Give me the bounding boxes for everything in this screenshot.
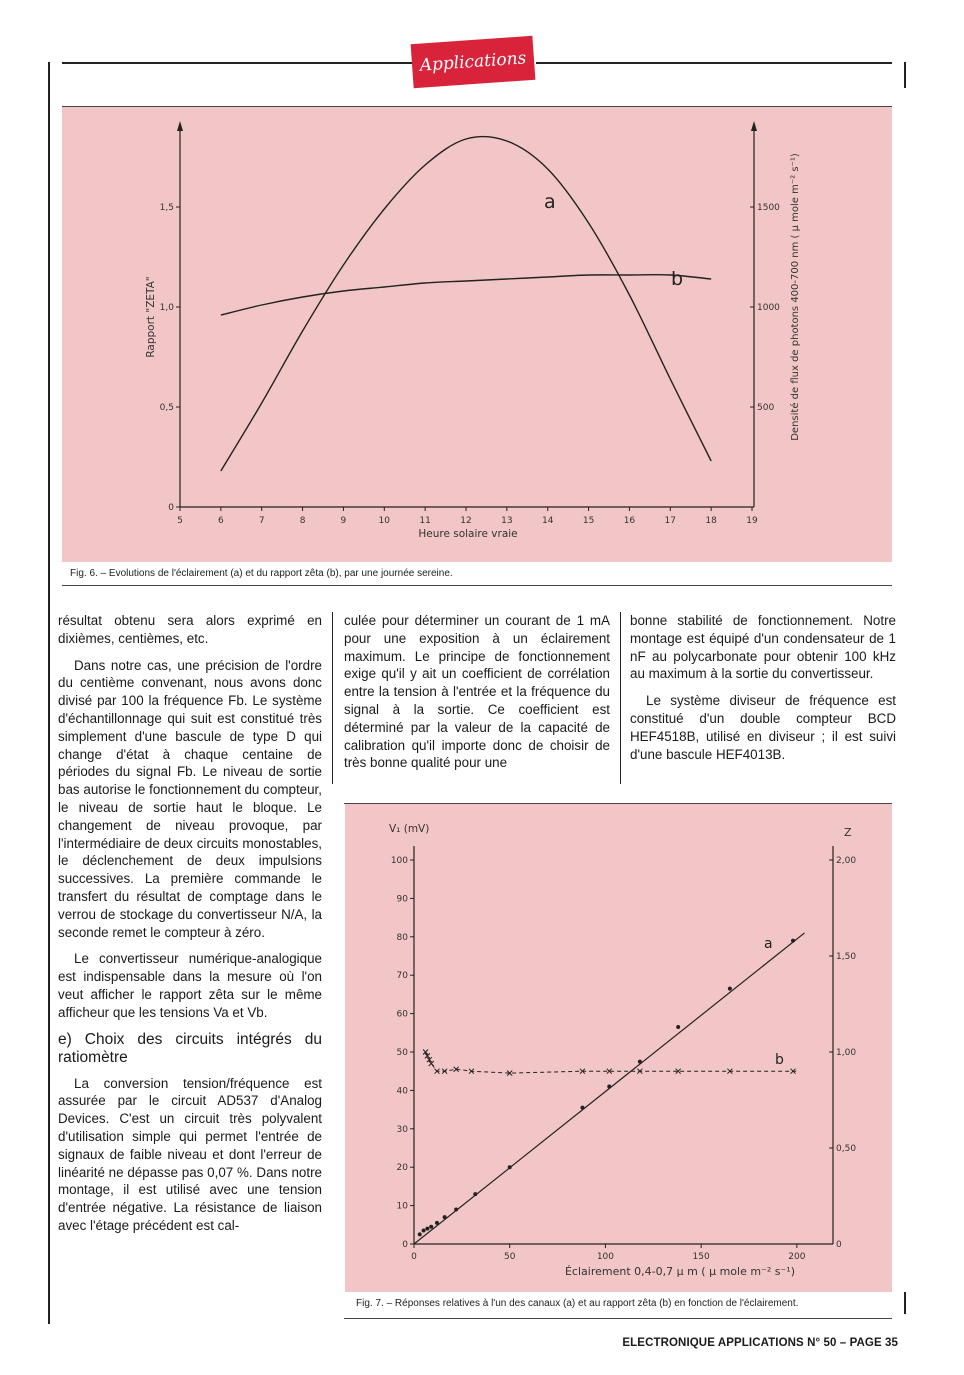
series-a-point (508, 1165, 512, 1169)
x-tick-label: 8 (299, 516, 306, 526)
figure7-caption: Fig. 7. – Réponses relatives à l'un des canaux (a) et au rapport zêta (b) en fonction de l'éclairement. (356, 1298, 799, 1309)
column-divider-1 (332, 612, 333, 784)
paragraph: résultat obtenu sera alors exprimé en dixièmes, centièmes, etc. (58, 613, 322, 646)
series-b-line (221, 275, 711, 315)
left-page-rule (48, 62, 50, 1324)
x-axis-label: Heure solaire vraie (418, 528, 518, 540)
paragraph: bonne stabilité de fonctionnement. Notre montage est équipé d'un condensateur de 1 nF au polycarbonate pour obtenir 100 kHz au maximum à la sortie du convertisseur. (630, 613, 896, 682)
x-tick-label: 19 (746, 516, 758, 526)
y-left-tick-label: 20 (396, 1163, 408, 1174)
section-heading: e) Choix des circuits intégrés du ratiomètre (58, 1030, 322, 1066)
paragraph: culée pour déterminer un courant de 1 mA pour une exposition à un éclairement maximum. Le principe de fonctionnement exige qu'il y ait un coefficient de corrélation entre la tension à l'entrée et la fréquence du signal à la sortie. Ce coefficient est déterminé par la valeur de la capacité de calibration qu'il importe donc de choisir de très bonne qualité pour une (344, 613, 610, 771)
x-tick-label: 16 (623, 516, 636, 526)
y-right-tick-label: 1,50 (836, 952, 857, 962)
series-a-point (607, 1085, 611, 1089)
x-tick-label: 5 (177, 516, 183, 526)
series-b-label: b (671, 268, 684, 290)
series-a-label: a (544, 191, 556, 213)
section-badge: Applications (411, 36, 536, 88)
y-left-tick-label: 0 (168, 503, 174, 513)
series-a-point (791, 939, 795, 943)
text-column-2 (344, 612, 610, 781)
x-tick-label: 7 (258, 516, 265, 526)
series-a-point (425, 1227, 429, 1231)
column-divider-2 (620, 612, 621, 784)
x-tick-label: 17 (664, 516, 677, 526)
text-column-1 (58, 612, 322, 1244)
paragraph: La conversion tension/fréquence est assurée par le circuit AD537 d'Analog Devices. C'est un circuit très polyvalent d'utilisation simple qui permet l'entrée de signaux de faible niveau et dont l'erreur de linéarité ne dépasse pas 0,07 %. Dans notre montage, il est utilisé avec une tension d'entrée négative. La résistance de liaison avec l'étage précédent est cal- (58, 1075, 322, 1233)
x-tick-label: 200 (788, 1252, 806, 1262)
figure6-chart (62, 107, 892, 562)
series-a-point (676, 1025, 680, 1029)
y-left-tick-label: 0 (402, 1240, 408, 1250)
x-tick-label: 100 (596, 1252, 615, 1262)
x-tick-label: 14 (541, 516, 554, 526)
series-a-point (435, 1221, 439, 1225)
y-right-tick-label: 0,50 (836, 1144, 857, 1154)
paragraph: Le convertisseur numérique-analogique est indispensable dans la mesure où l'on veut afficher le rapport zêta sur le même afficheur que les tensions Va et Vb. (58, 951, 322, 1020)
x-tick-label: 15 (582, 516, 595, 526)
x-tick-label: 10 (378, 516, 391, 526)
x-tick-label: 0 (411, 1252, 417, 1262)
y-left-tick-label: 40 (396, 1086, 408, 1097)
y-left-tick-label: 90 (396, 894, 408, 905)
figure7-chart (345, 804, 892, 1292)
y-left-tick-label: 30 (396, 1124, 408, 1135)
left-axis-arrow (177, 121, 183, 131)
y-left-axis-label: V₁ (mV) (389, 823, 430, 835)
figure6-caption: Fig. 6. – Evolutions de l'éclairement (a) et du rapport zêta (b), par une journée sereine. (70, 568, 453, 579)
y-left-axis-label: Rapport "ZETA" (145, 276, 157, 358)
y-right-tick-label: 2,00 (836, 856, 857, 866)
figure6-bottom-rule (62, 585, 892, 586)
paragraph: Dans notre cas, une précision de l'ordre du centième convenant, nous avons donc divisé par 100 la fréquence Fb. Le système d'échantillonnage qui suit est constitué très simplement d'une bascule de type D qui change d'état à chaque centaine de périodes du signal Fb. Le niveau de sortie bas autorise le fonctionnement du compteur, le niveau de sortie haut le bloque. Le changement de niveau provoque, par l'intermédiaire de deux circuits monostables, le déclenchement de deux impulsions successives. La première commande le transfert du résultat de comptage dans le verrou de stockage du convertisseur N/A, la seconde remet le compteur à zéro. (58, 657, 322, 940)
y-left-tick-label: 0,5 (159, 403, 174, 413)
paragraph: Le système diviseur de fréquence est constitué d'un double compteur BCD HEF4518B, utilisé en diviseur ; il est suivi d'une bascule HEF4013B. (630, 693, 896, 762)
series-a-point (580, 1106, 584, 1110)
header-rule-left (62, 62, 412, 64)
y-left-tick-label: 60 (396, 1009, 408, 1020)
y-right-tick-label: 0 (836, 1240, 842, 1250)
series-a-point (443, 1215, 447, 1219)
series-a-point (429, 1225, 433, 1229)
y-left-tick-label: 1,5 (159, 203, 174, 213)
y-left-tick-label: 1,0 (159, 303, 174, 313)
series-a-point (473, 1192, 477, 1196)
y-right-tick-label: 1000 (757, 303, 780, 313)
y-right-axis-label: Z (844, 826, 852, 839)
series-a-point (728, 987, 732, 991)
y-left-tick-label: 80 (396, 932, 408, 943)
text-column-3 (630, 612, 896, 772)
series-a-point (638, 1060, 642, 1064)
x-tick-label: 13 (501, 516, 513, 526)
series-b-label: b (775, 1052, 784, 1068)
series-a-line (221, 137, 711, 471)
series-a-point (418, 1232, 422, 1236)
y-left-tick-label: 50 (396, 1048, 408, 1058)
x-tick-label: 6 (217, 516, 224, 526)
y-left-tick-label: 10 (396, 1201, 408, 1212)
right-page-rule (904, 62, 906, 88)
y-right-tick-label: 1,00 (836, 1048, 857, 1058)
page-footer: ELECTRONIQUE APPLICATIONS N° 50 – PAGE 35 (622, 1337, 898, 1349)
y-left-tick-label: 70 (396, 971, 408, 982)
x-tick-label: 50 (503, 1252, 516, 1262)
y-right-tick-label: 500 (757, 403, 775, 413)
series-a-label: a (764, 936, 773, 952)
x-axis-label: Éclairement 0,4-0,7 µ m ( µ mole m⁻² s⁻¹) (564, 1265, 796, 1278)
y-left-tick-label: 100 (390, 856, 408, 866)
x-tick-label: 150 (692, 1252, 710, 1262)
series-a-point (422, 1229, 426, 1233)
figure7-bottom-rule (344, 1318, 892, 1319)
x-tick-label: 11 (419, 516, 431, 526)
y-right-tick-label: 1500 (757, 203, 780, 213)
x-tick-label: 9 (340, 516, 347, 526)
figure7-right-rule (904, 1292, 906, 1314)
x-tick-label: 18 (705, 516, 717, 526)
y-right-axis-label: Densité de flux de photons 400-700 nm ( µ mole m⁻² s⁻¹) (790, 153, 801, 441)
right-axis-arrow (751, 121, 757, 131)
x-tick-label: 12 (460, 516, 472, 526)
header-rule-right (536, 62, 892, 64)
series-a-point (454, 1207, 458, 1211)
